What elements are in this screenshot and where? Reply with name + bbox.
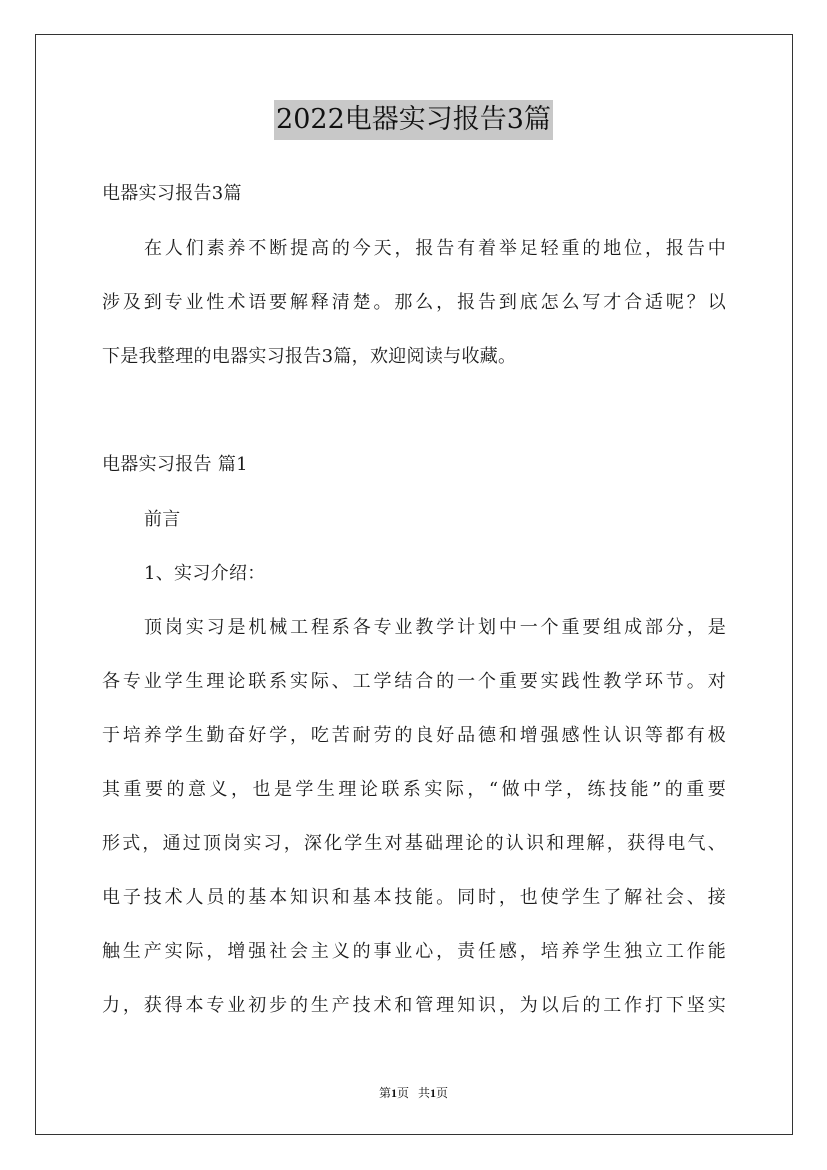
- footer-total-suffix: 页: [436, 1086, 449, 1100]
- intro-line-3: 下是我整理的电器实习报告3篇，欢迎阅读与收藏。: [102, 346, 517, 367]
- page-footer: [0, 1084, 827, 1102]
- intro-line-2: 涉及到专业性术语要解释清楚。那么，报告到底怎么写才合适呢？以: [102, 292, 726, 313]
- footer-page-number: 1: [390, 1086, 397, 1100]
- body-line-8: 力，获得本专业初步的生产技术和管理知识，为以后的工作打下坚实: [102, 995, 726, 1016]
- document-title: 2022电器实习报告3篇: [274, 100, 553, 140]
- section-heading: 电器实习报告 篇1: [102, 454, 248, 475]
- body-line-6: 电子技术人员的基本知识和基本技能。同时，也使学生了解社会、接: [102, 887, 726, 908]
- document-subtitle: 电器实习报告3篇: [102, 183, 242, 204]
- body-line-3: 于培养学生勤奋好学，吃苦耐劳的良好品德和增强感性认识等都有极: [102, 725, 726, 746]
- preface-label: 前言: [144, 509, 181, 530]
- intro-line-1: 在人们素养不断提高的今天，报告有着举足轻重的地位，报告中: [144, 238, 726, 259]
- footer-total-number: 1: [430, 1086, 437, 1100]
- footer-total-prefix: 共: [418, 1086, 431, 1100]
- body-line-5: 形式，通过顶岗实习，深化学生对基础理论的认识和理解，获得电气、: [102, 833, 726, 854]
- body-line-7: 触生产实际，增强社会主义的事业心，责任感，培养学生独立工作能: [102, 941, 726, 962]
- footer-page-prefix: 第: [378, 1086, 391, 1100]
- footer-page-suffix: 页: [396, 1086, 409, 1100]
- title-container: [0, 100, 827, 140]
- subsection-label: 1、实习介绍：: [144, 563, 266, 584]
- body-line-2: 各专业学生理论联系实际、工学结合的一个重要实践性教学环节。对: [102, 671, 726, 692]
- body-line-4: 其重要的意义，也是学生理论联系实际，“做中学，练技能”的重要: [102, 779, 726, 800]
- body-line-1: 顶岗实习是机械工程系各专业教学计划中一个重要组成部分，是: [144, 617, 726, 638]
